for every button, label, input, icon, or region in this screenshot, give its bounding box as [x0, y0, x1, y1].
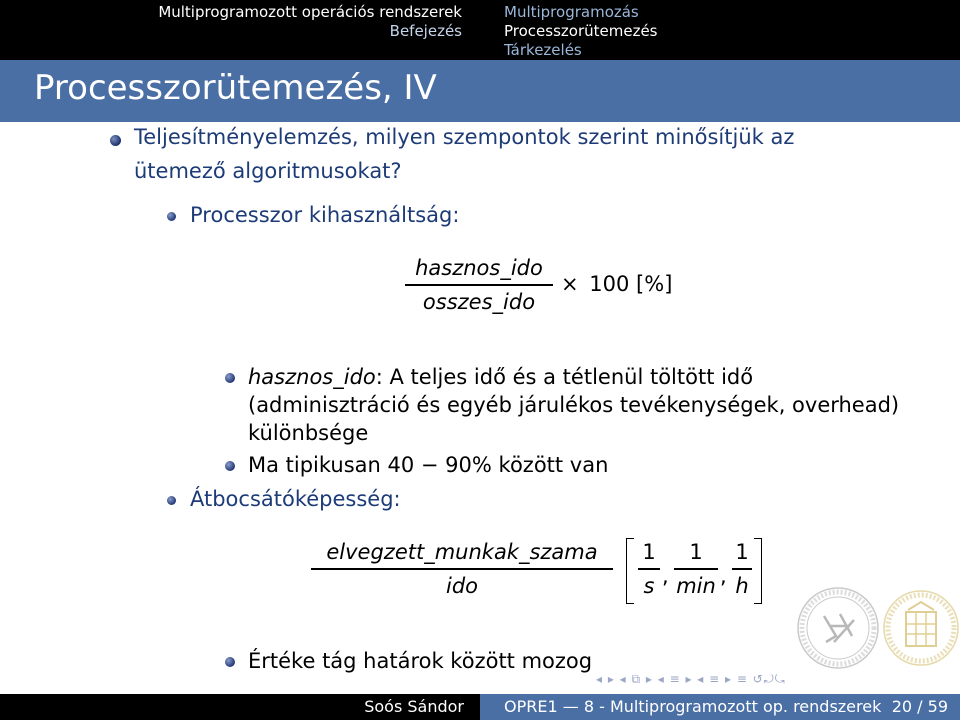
unit-fraction-s	[638, 538, 660, 600]
formula-denominator: osszes_ido	[422, 289, 536, 314]
sub-item-atbocsato: Átbocsátóképesség:	[190, 487, 401, 511]
unit-fraction-min	[674, 538, 718, 600]
header-subsection-multiprogramozas[interactable]: Multiprogramozás	[504, 3, 639, 21]
fraction-bar	[638, 568, 660, 570]
sub-item-processzor: Processzor kihasználtság:	[190, 203, 460, 227]
header-bar	[0, 0, 960, 60]
unit-denominator: h	[735, 573, 749, 598]
formula-denominator: ido	[445, 573, 478, 598]
unit-numerator: 1	[689, 540, 703, 564]
comma: ,	[720, 564, 727, 588]
footer-title: OPRE1 — 8 - Multiprogramozott op. rendszerek	[504, 697, 882, 716]
header-section-befejezes[interactable]: Befejezés	[389, 22, 462, 40]
bullet-icon	[167, 212, 176, 221]
formula-percent: 100 [%]	[589, 272, 673, 296]
term-hasznos-ido: hasznos_ido	[248, 365, 376, 389]
frame-title: Processzorütemezés, IV	[34, 68, 437, 108]
header-subsection-tarkezeles[interactable]: Tárkezelés	[504, 41, 582, 59]
times-symbol: ×	[561, 272, 579, 296]
right-bracket	[754, 538, 762, 604]
item-1-line-1: Teljesítményelemzés, milyen szempontok szerint minősítjük az	[134, 125, 795, 149]
formula-throughput-fraction	[311, 538, 613, 600]
faculty-seal-logo	[882, 586, 960, 670]
sub-sub-item-hasznos-line-2: (adminisztráció és egyéb járulékos tevékenységek, overhead)	[248, 393, 900, 417]
header-subsection-processzorutemezes[interactable]: Processzorütemezés	[504, 22, 658, 40]
fraction-bar	[732, 568, 752, 570]
beamer-navigation-icons[interactable]: ◂ ▸ ◂ ⧉ ▸ ◂ ≡ ▸ ◂ ≡ ▸ ≡ ↺⤾⤿	[596, 672, 786, 686]
comma: ,	[662, 564, 669, 588]
sub-sub-item-hasznos	[248, 362, 753, 392]
bullet-icon	[225, 373, 235, 383]
definition-text: : A teljes idő és a tétlenül töltött idő	[375, 365, 754, 389]
footer-page-number: 20 / 59	[891, 697, 948, 716]
sub-sub-item-erteke: Értéke tág határok között mozog	[248, 649, 593, 673]
header-section-title[interactable]: Multiprogramozott operációs rendszerek	[158, 3, 462, 21]
unit-numerator: 1	[735, 540, 749, 564]
bullet-icon	[110, 135, 121, 146]
bullet-icon	[225, 461, 235, 471]
bullet-icon	[167, 496, 176, 505]
formula-utilization-fraction	[405, 254, 553, 316]
header-left	[0, 0, 480, 60]
unit-numerator: 1	[642, 540, 656, 564]
sub-sub-item-hasznos-line-3: különbsége	[248, 421, 369, 445]
unit-denominator: s	[643, 573, 655, 598]
frame-title-bar	[0, 60, 960, 122]
item-1-line-2: ütemező algoritmusokat?	[134, 159, 402, 183]
header-right	[480, 0, 960, 60]
fraction-bar	[311, 568, 613, 570]
sub-sub-item-ma-tipikusan: Ma tipikusan 40 − 90% között van	[248, 453, 609, 477]
formula-multiplier	[561, 272, 672, 296]
footer-author: Soós Sándor	[0, 694, 480, 720]
unit-denominator: min	[676, 573, 716, 598]
footer-bar	[0, 694, 960, 720]
fraction-bar	[405, 284, 553, 286]
university-seal-logo	[796, 586, 880, 670]
formula-numerator: elvegzett_munkak_szama	[326, 540, 598, 564]
formula-numerator: hasznos_ido	[415, 256, 543, 280]
footer-title-section	[480, 694, 960, 720]
bullet-icon	[225, 657, 235, 667]
unit-fraction-h	[732, 538, 752, 600]
fraction-bar	[674, 568, 718, 570]
left-bracket	[626, 538, 634, 604]
